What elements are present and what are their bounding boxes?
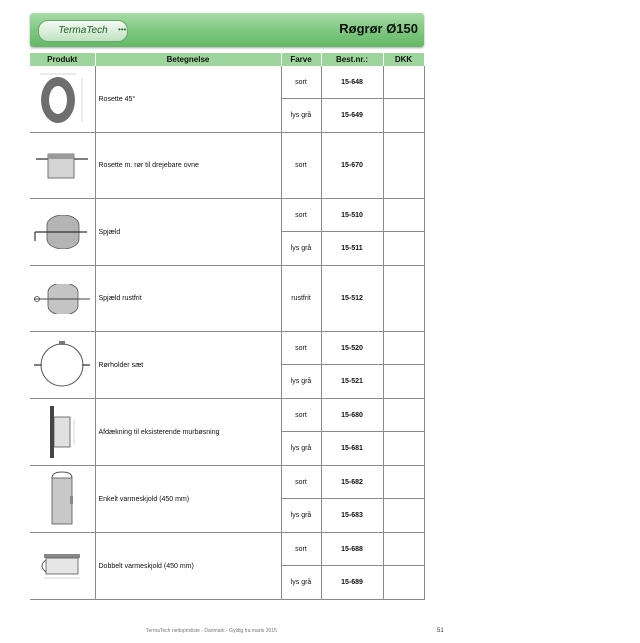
product-name: Dobbelt varmeskjold (450 mm) bbox=[95, 533, 281, 600]
variant-color: sort bbox=[281, 399, 321, 432]
variant-color: lys grå bbox=[281, 365, 321, 399]
termatech-logo: TermaTech bbox=[38, 20, 128, 42]
header-name: Betegnelse bbox=[95, 53, 281, 66]
page-number: 51 bbox=[437, 628, 444, 634]
variant-number: 15-511 bbox=[321, 232, 383, 266]
product-name: Rørholder sæt bbox=[95, 332, 281, 399]
product-name: Afdækning til eksisterende murbøsning bbox=[95, 399, 281, 466]
variant-price bbox=[383, 266, 424, 332]
variant-number: 15-512 bbox=[321, 266, 383, 332]
variant-number: 15-649 bbox=[321, 99, 383, 133]
variant-price bbox=[383, 533, 424, 566]
variant-number: 15-689 bbox=[321, 566, 383, 600]
variant-number: 15-670 bbox=[321, 133, 383, 199]
single-heat-shield-icon bbox=[42, 470, 82, 528]
variant-number: 15-520 bbox=[321, 332, 383, 365]
variant-price bbox=[383, 432, 424, 466]
header-banner bbox=[30, 13, 424, 47]
variant-price bbox=[383, 466, 424, 499]
variant-price bbox=[383, 332, 424, 365]
footer-text: TermaTech nettoprisliste - Danmark - Gyldig fra marts 2015 bbox=[146, 628, 277, 634]
variant-number: 15-688 bbox=[321, 533, 383, 566]
table-row bbox=[30, 199, 424, 232]
variant-price bbox=[383, 499, 424, 533]
variant-color: sort bbox=[281, 332, 321, 365]
variant-number: 15-680 bbox=[321, 399, 383, 432]
variant-number: 15-681 bbox=[321, 432, 383, 466]
product-table bbox=[30, 53, 425, 600]
damper-icon bbox=[33, 215, 91, 249]
variant-color: sort bbox=[281, 533, 321, 566]
variant-number: 15-682 bbox=[321, 466, 383, 499]
variant-color: lys grå bbox=[281, 99, 321, 133]
product-image bbox=[30, 266, 95, 332]
product-name: Rosette 45° bbox=[95, 66, 281, 133]
table-row bbox=[30, 466, 424, 499]
table-row bbox=[30, 266, 424, 332]
wall-cover-icon bbox=[42, 403, 82, 461]
variant-price bbox=[383, 399, 424, 432]
variant-color: sort bbox=[281, 66, 321, 99]
variant-color: lys grå bbox=[281, 499, 321, 533]
product-image bbox=[30, 133, 95, 199]
variant-number: 15-648 bbox=[321, 66, 383, 99]
variant-price bbox=[383, 133, 424, 199]
damper-stainless-icon bbox=[32, 284, 92, 314]
variant-color: lys grå bbox=[281, 232, 321, 266]
page-title: Røgrør Ø150 bbox=[339, 21, 418, 36]
variant-price bbox=[383, 99, 424, 133]
product-name: Enkelt varmeskjold (450 mm) bbox=[95, 466, 281, 533]
product-image bbox=[30, 332, 95, 399]
product-name: Rosette m. rør til drejebare ovne bbox=[95, 133, 281, 199]
rosette-pipe-icon bbox=[34, 151, 90, 181]
table-header-row bbox=[30, 53, 424, 66]
variant-color: sort bbox=[281, 466, 321, 499]
variant-price bbox=[383, 199, 424, 232]
variant-color: lys grå bbox=[281, 566, 321, 600]
product-image bbox=[30, 399, 95, 466]
rosette-45-icon bbox=[34, 70, 90, 128]
table-row bbox=[30, 133, 424, 199]
variant-color: sort bbox=[281, 133, 321, 199]
variant-color: sort bbox=[281, 199, 321, 232]
variant-price bbox=[383, 66, 424, 99]
variant-number: 15-521 bbox=[321, 365, 383, 399]
table-row bbox=[30, 332, 424, 365]
table-row bbox=[30, 399, 424, 432]
product-image bbox=[30, 466, 95, 533]
header-color: Farve bbox=[281, 53, 321, 66]
product-name: Spjæld rustfrit bbox=[95, 266, 281, 332]
variant-price bbox=[383, 566, 424, 600]
header-product: Produkt bbox=[30, 53, 95, 66]
variant-color: rustfrit bbox=[281, 266, 321, 332]
logo-dots-icon: ••• bbox=[118, 25, 127, 34]
double-heat-shield-icon bbox=[34, 550, 90, 582]
product-name: Spjæld bbox=[95, 199, 281, 266]
variant-color: lys grå bbox=[281, 432, 321, 466]
variant-price bbox=[383, 232, 424, 266]
table-row bbox=[30, 533, 424, 566]
product-image bbox=[30, 533, 95, 600]
product-image bbox=[30, 66, 95, 133]
header-number: Best.nr.: bbox=[321, 53, 383, 66]
table-row bbox=[30, 66, 424, 99]
product-image bbox=[30, 199, 95, 266]
header-price: DKK bbox=[383, 53, 424, 66]
variant-price bbox=[383, 365, 424, 399]
variant-number: 15-510 bbox=[321, 199, 383, 232]
variant-number: 15-683 bbox=[321, 499, 383, 533]
pipe-holder-icon bbox=[32, 338, 92, 392]
